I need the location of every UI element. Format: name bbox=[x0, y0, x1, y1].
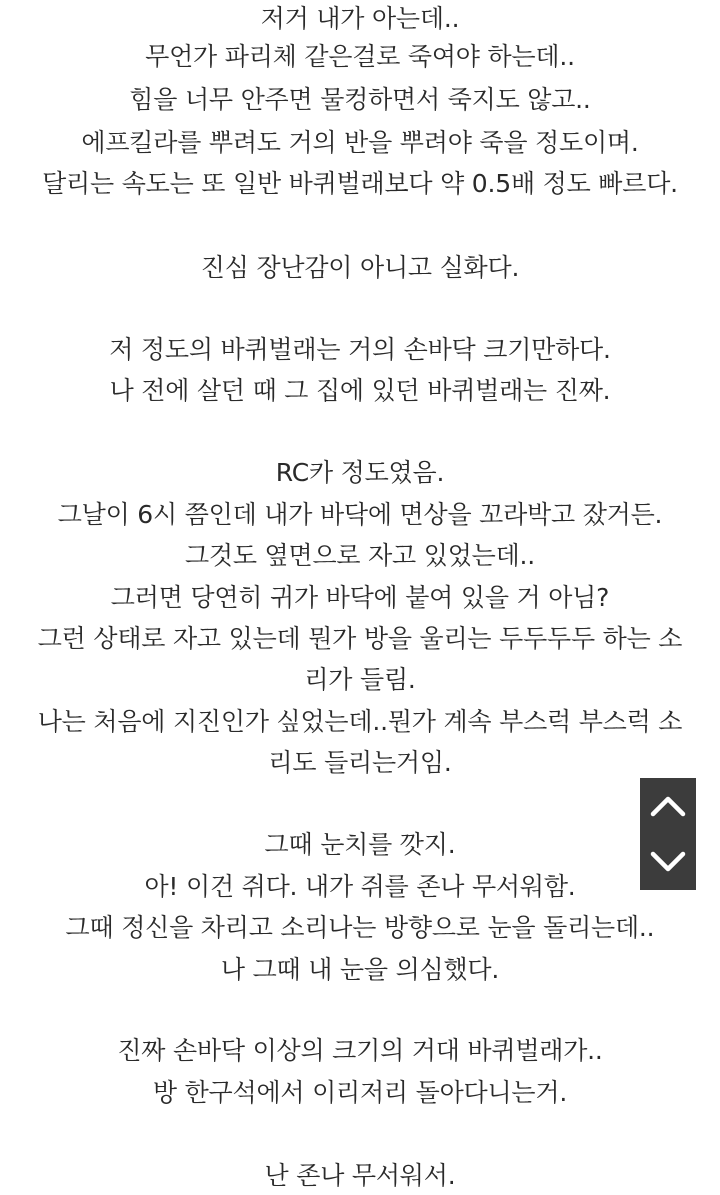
text-line: 나 그때 내 눈을 의심했다. bbox=[220, 955, 500, 984]
text-line: 나 전에 살던 때 그 집에 있던 바퀴벌래는 진짜. bbox=[109, 376, 611, 405]
text-line: 방 한구석에서 이리저리 돌아다니는거. bbox=[152, 1078, 568, 1107]
text-line: 에프킬라를 뿌려도 거의 반을 뿌려야 죽을 정도이며. bbox=[81, 128, 639, 157]
text-line: 난 존나 무서워서. bbox=[264, 1161, 456, 1190]
text-line: 그것도 옆면으로 자고 있었는데.. bbox=[184, 541, 536, 570]
text-line: 저거 내가 아는데.. bbox=[260, 4, 460, 33]
text-line: 그때 눈치를 깟지. bbox=[264, 830, 456, 859]
text-line: 나는 처음에 지진인가 싶었는데..뭔가 계속 부스럭 부스럭 소 bbox=[37, 707, 683, 736]
text-line: 그날이 6시 쯤인데 내가 바닥에 면상을 꼬라박고 잤거든. bbox=[57, 500, 663, 529]
text-line: 저 정도의 바퀴벌래는 거의 손바닥 크기만하다. bbox=[109, 335, 611, 364]
scroll-down-button[interactable] bbox=[640, 834, 696, 890]
text-line: RC카 정도였음. bbox=[275, 458, 445, 487]
text-line: 무언가 파리체 같은걸로 죽여야 하는데.. bbox=[145, 42, 575, 71]
text-line: 진짜 손바닥 이상의 크기의 거대 바퀴벌래가.. bbox=[117, 1036, 603, 1065]
text-line: 리도 들리는거임. bbox=[268, 748, 452, 777]
chevron-down-icon bbox=[650, 851, 686, 873]
text-line: 힘을 너무 안주면 물컹하면서 죽지도 않고.. bbox=[129, 85, 591, 114]
scroll-up-button[interactable] bbox=[640, 778, 696, 834]
text-line: 진심 장난감이 아니고 실화다. bbox=[200, 253, 520, 282]
text-line: 그때 정신을 차리고 소리나는 방향으로 눈을 돌리는데.. bbox=[65, 913, 655, 942]
text-line: 리가 들림. bbox=[304, 665, 416, 694]
text-line: 아! 이건 쥐다. 내가 쥐를 존나 무서워함. bbox=[144, 872, 576, 901]
scroll-nav-panel bbox=[640, 778, 696, 890]
text-line: 그러면 당연히 귀가 바닥에 붙여 있을 거 아님? bbox=[110, 583, 610, 612]
chevron-up-icon bbox=[650, 795, 686, 817]
text-line: 달리는 속도는 또 일반 바퀴벌래보다 약 0.5배 정도 빠르다. bbox=[42, 169, 678, 198]
text-line: 그런 상태로 자고 있는데 뭔가 방을 울리는 두두두두 하는 소 bbox=[37, 624, 683, 653]
